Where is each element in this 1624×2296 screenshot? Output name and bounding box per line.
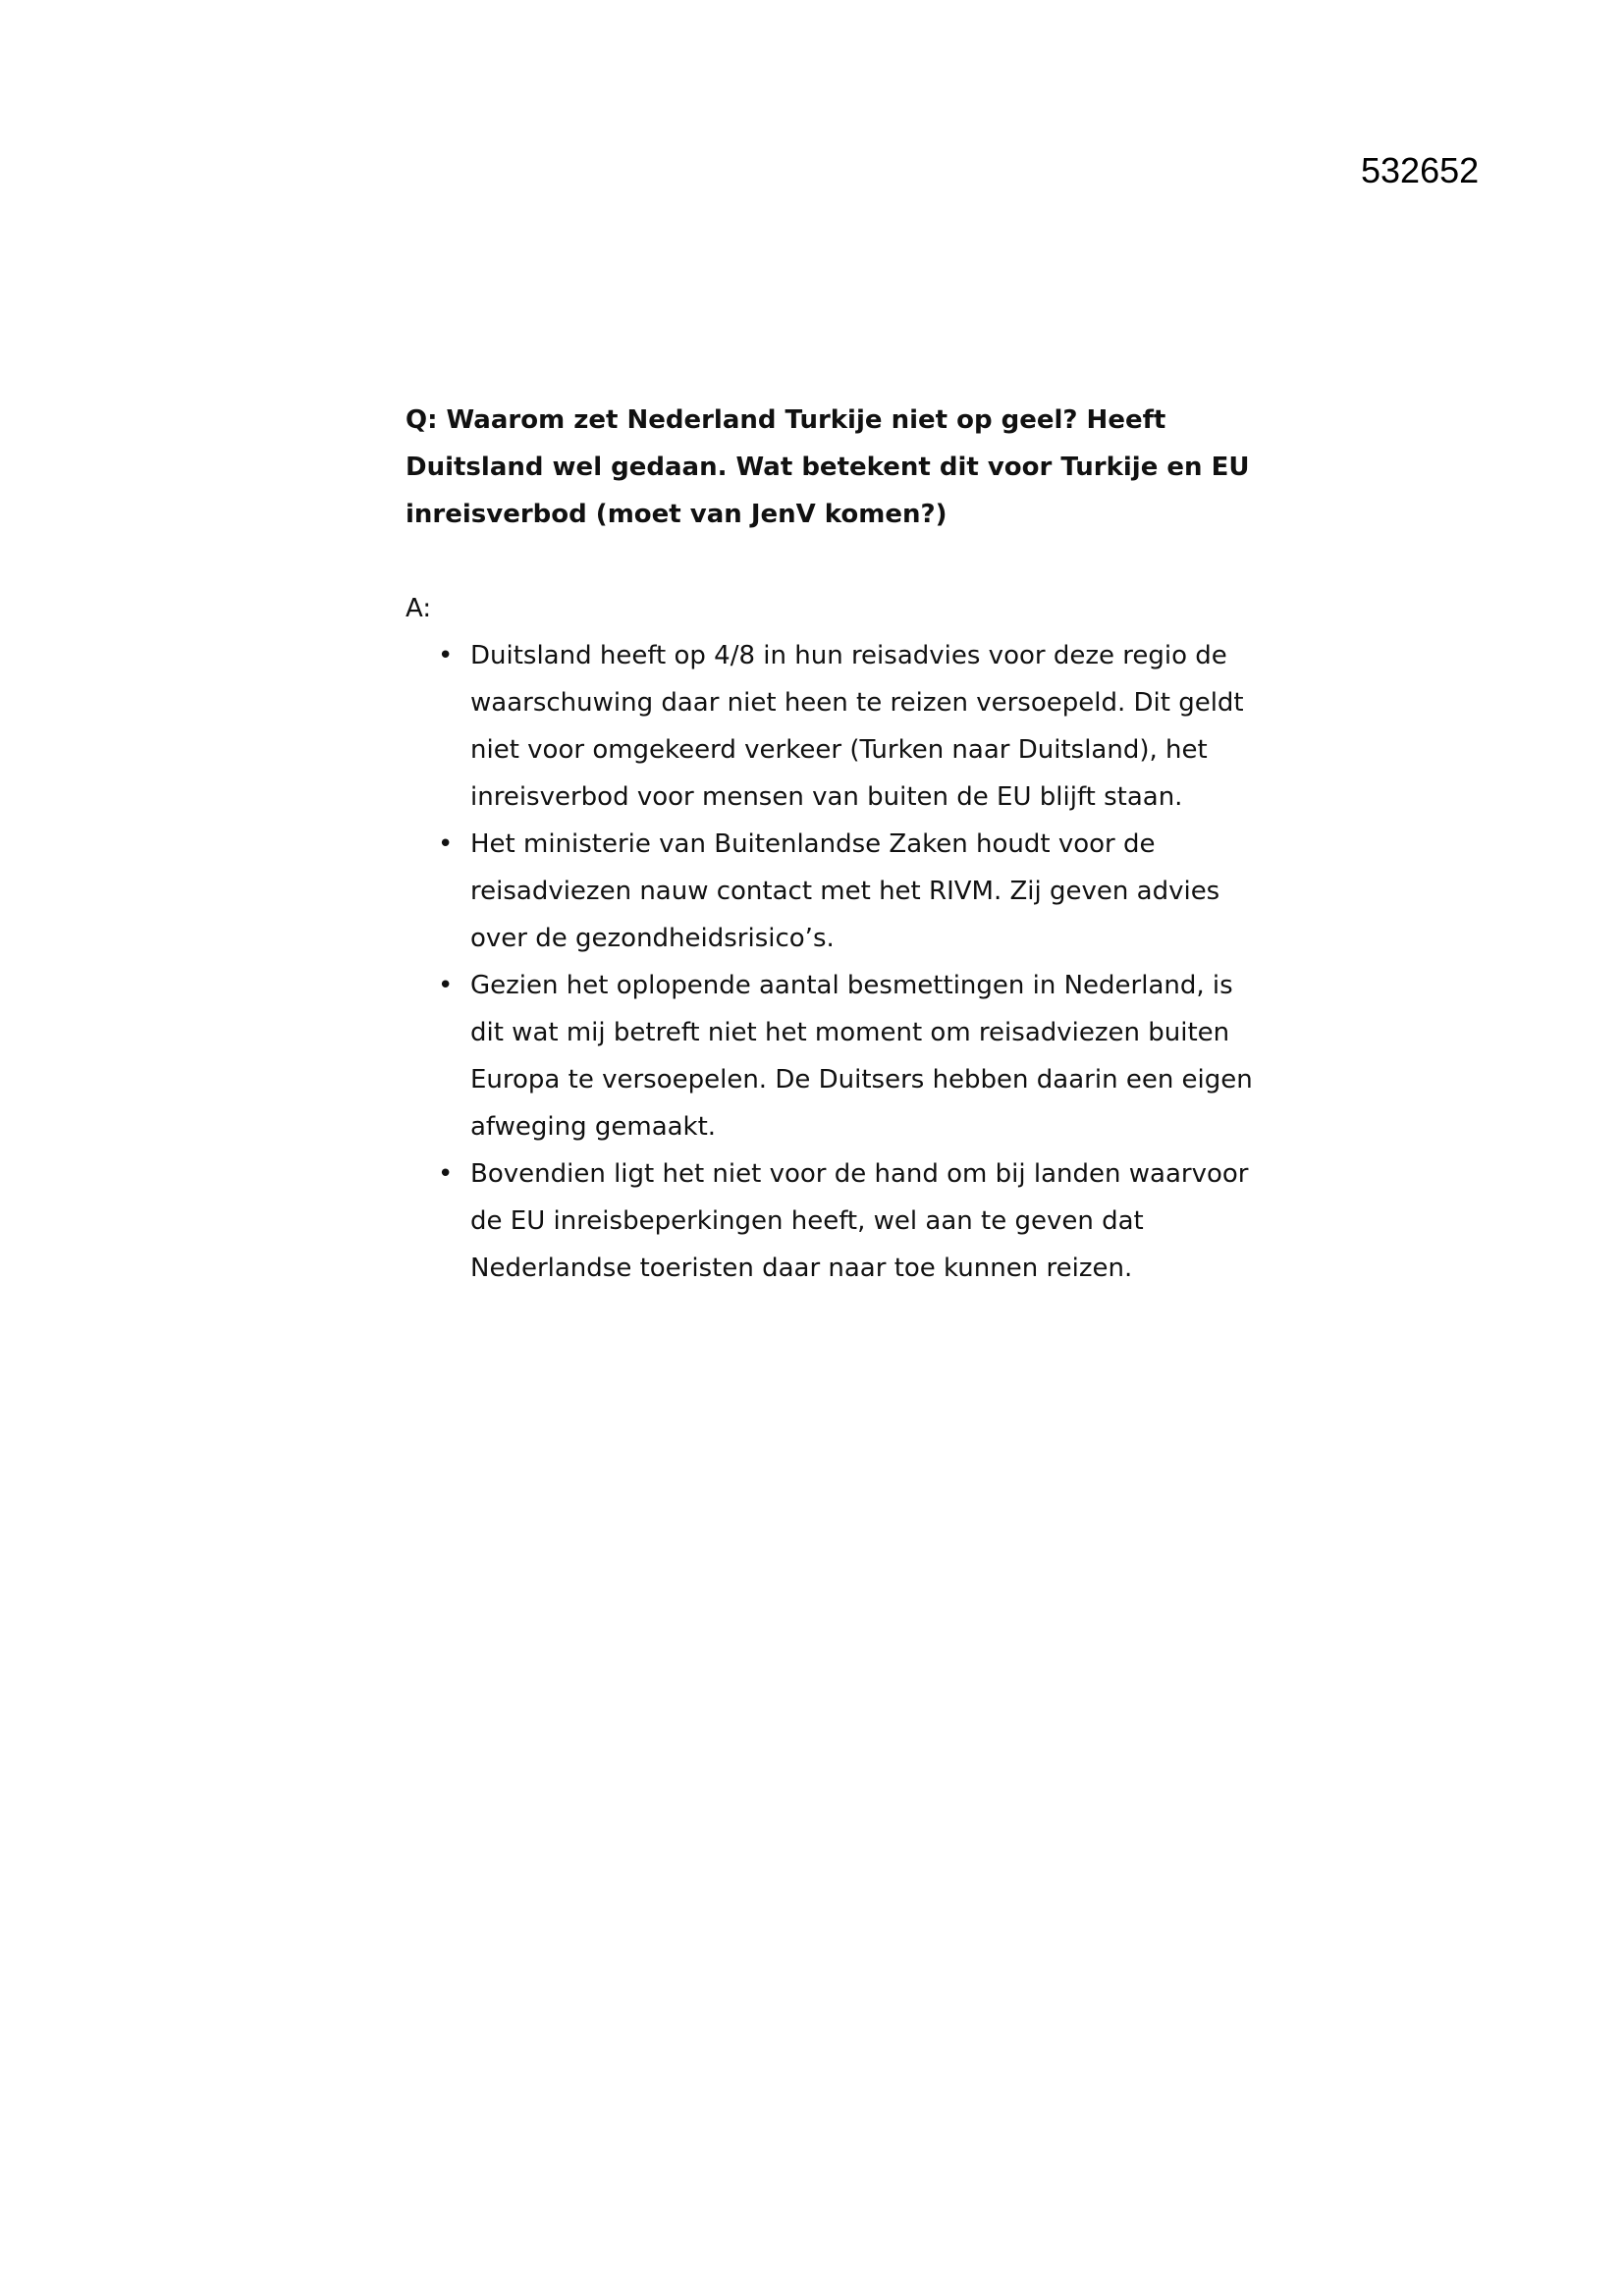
- bullet-icon: •: [438, 641, 454, 670]
- question-heading: Q: Waarom zet Nederland Turkije niet op geel? Heeft Duitsland wel gedaan. Wat betekent dit voor Turkije en EU inreisverbod (moet van JenV komen?): [406, 405, 1250, 529]
- answer-point-text: Gezien het oplopende aantal besmettingen in Nederland, is dit wat mij betreft niet het moment om reisadviezen buiten Europa te versoepelen. De Duitsers hebben daarin een eigen afweging gemaakt.: [470, 971, 1253, 1142]
- answer-point: [406, 821, 1260, 962]
- answer-point: [406, 632, 1260, 821]
- answer-point: [406, 1150, 1260, 1292]
- answer-label: A:: [406, 594, 432, 623]
- answer-point-text: Duitsland heeft op 4/8 in hun reisadvies voor deze regio de waarschuwing daar niet heen te reizen versoepeld. Dit geldt niet voor omgekeerd verkeer (Turken naar Duitsland), het inreisverbod voor mensen van buiten de EU blijft staan.: [470, 641, 1244, 812]
- document-number: 532652: [1361, 150, 1480, 190]
- bullet-icon: •: [438, 829, 454, 859]
- bullet-icon: •: [438, 1159, 454, 1189]
- bullet-icon: •: [438, 971, 454, 1000]
- answer-point-text: Het ministerie van Buitenlandse Zaken houdt voor de reisadviezen nauw contact met het RIVM. Zij geven advies over de gezondheidsrisico’s.: [470, 829, 1220, 953]
- answer-point: [406, 962, 1260, 1150]
- answer-point-text: Bovendien ligt het niet voor de hand om bij landen waarvoor de EU inreisbeperkingen heeft, wel aan te geven dat Nederlandse toeristen daar naar toe kunnen reizen.: [470, 1159, 1249, 1283]
- answer-list: [406, 632, 1260, 1292]
